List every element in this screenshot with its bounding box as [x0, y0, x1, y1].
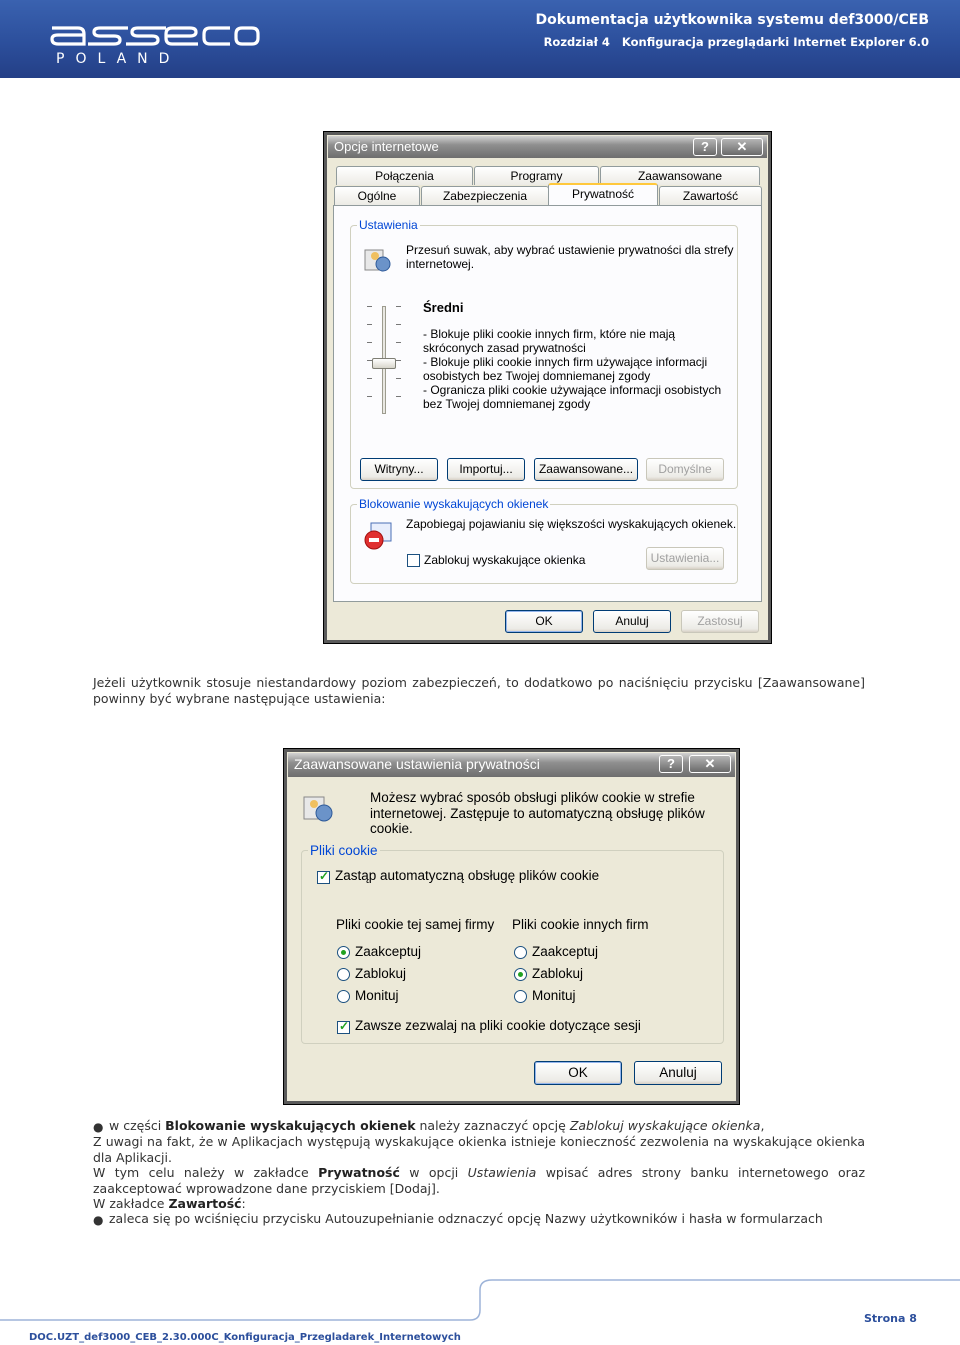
page-number: Strona 8 [864, 1312, 917, 1325]
advanced-privacy-dialog [283, 748, 740, 1105]
popup-blocker-icon [363, 521, 393, 551]
tab-programs[interactable]: Programy [474, 166, 599, 185]
dialog-title: Zaawansowane ustawienia prywatności [294, 756, 540, 772]
third-party-header: Pliki cookie innych firm [512, 917, 649, 932]
third-party-prompt-label: Monituj [532, 988, 576, 1003]
autocomplete-instruction: zaleca się po wciśnięciu przycisku Autouzupełnianie odznaczyć opcję Nazwy użytkowników i hasła w formularzach [109, 1211, 823, 1226]
close-icon[interactable]: ✕ [721, 138, 763, 156]
cancel-button[interactable]: Anuluj [593, 610, 671, 633]
tab-connections[interactable]: Połączenia [336, 166, 473, 185]
cookies-group-label: Pliki cookie [310, 843, 378, 858]
sites-button[interactable]: Witryny... [360, 458, 438, 481]
cookies-group [301, 843, 724, 1044]
title-bar[interactable] [288, 753, 735, 777]
popup-settings-button[interactable]: Ustawienia... [646, 547, 724, 570]
settings-group-label: Ustawienia [359, 218, 418, 232]
intro-paragraph: Jeżeli użytkownik stosuje niestandardowy poziom zabezpieczeń, to dodatkowo po naciśnięciu przycisku [Zaawansowane] powinny być wybrane następujące ustawienia: [93, 675, 865, 706]
logo-subtitle: POLAND [56, 51, 181, 67]
privacy-level-description: - Blokuje pliki cookie innych firm, które nie mają skróconych zasad prywatności - Blokuje pliki cookie innych firm używające informacji osobistych bez Twojej domniemanej zgody - Ogranicza pliki cookie używające informacji osobistych bez Twojej domniemanej zgody [423, 327, 722, 411]
slider-instruction: Przesuń suwak, aby wybrać ustawienie prywatności dla strefy internetowej. [406, 243, 734, 271]
block-popups-label: Zablokuj wyskakujące okienka [424, 553, 586, 567]
first-party-accept-label: Zaakceptuj [355, 944, 422, 959]
tab-privacy[interactable]: Prywatność [548, 183, 658, 205]
tab-security[interactable]: Zabezpieczenia [421, 186, 549, 205]
popup-note: Z uwagi na fakt, że w Aplikacjach występują wyskakujące okienka istnieje konieczność zezwolenia na wyskakujące okienka dla Aplikacji. [93, 1134, 865, 1165]
tab-advanced[interactable]: Zaawansowane [600, 166, 760, 185]
popup-group-label: Blokowanie wyskakujących okienek [359, 497, 549, 511]
default-button[interactable]: Domyślne [646, 458, 724, 481]
override-cookies-label: Zastąp automatyczną obsługę plików cookie [335, 868, 600, 883]
privacy-level-slider[interactable] [367, 306, 401, 416]
dialog-intro: Możesz wybrać sposób obsługi plików cookie w strefie internetowej. Zastępuje to automatyczną obsługę plików cookie. [370, 790, 705, 836]
footer-line [0, 1276, 960, 1326]
internet-options-dialog [323, 131, 772, 644]
first-party-block-radio[interactable] [337, 968, 350, 981]
tab-content[interactable]: Zawartość [659, 186, 762, 205]
document-title: Dokumentacja użytkownika systemu def3000/CEB [535, 12, 929, 28]
slider-ticks-left [367, 306, 372, 414]
tab-general[interactable]: Ogólne [334, 186, 420, 205]
session-cookies-label: Zawsze zezwalaj na pliki cookie dotyczące sesji [355, 1018, 641, 1033]
third-party-block-radio[interactable] [514, 968, 527, 981]
help-icon[interactable]: ? [693, 138, 717, 156]
privacy-icon [363, 246, 393, 274]
import-button[interactable]: Importuj... [447, 458, 525, 481]
first-party-header: Pliki cookie tej samej firmy [336, 917, 495, 932]
privacy-panel [333, 205, 762, 602]
close-icon[interactable]: ✕ [689, 755, 731, 773]
settings-group [350, 218, 738, 489]
privacy-level-name: Średni [423, 300, 464, 315]
privacy-settings-instruction: W tym celu należy w zakładce Prywatność w opcji Ustawienia wpisać adres strony banku internetowego oraz zaakceptować wprowadzone dane przyciskiem [Dodaj]. [93, 1165, 866, 1196]
session-cookies-checkbox[interactable] [337, 1021, 350, 1034]
popup-blocker-group [350, 497, 738, 584]
first-party-prompt-label: Monituj [355, 988, 399, 1003]
first-party-accept-radio[interactable] [337, 946, 350, 959]
slider-ticks-right [396, 306, 401, 414]
third-party-prompt-radio[interactable] [514, 990, 527, 1003]
apply-button[interactable]: Zastosuj [681, 610, 759, 633]
page-header [0, 0, 960, 78]
ok-button[interactable]: OK [534, 1061, 622, 1085]
block-popups-checkbox[interactable] [407, 554, 420, 567]
bullet-marker: ● [93, 1213, 104, 1227]
slider-thumb[interactable] [372, 358, 396, 369]
content-tab-heading: W zakładce Zawartość: [93, 1196, 246, 1211]
popup-description: Zapobiegaj pojawianiu się większości wyskakujących okienek. [406, 517, 737, 531]
third-party-accept-radio[interactable] [514, 946, 527, 959]
cancel-button[interactable]: Anuluj [634, 1061, 722, 1085]
document-id: DOC.UZT_def3000_CEB_2.30.000C_Konfiguracja_Przegladarek_Internetowych [29, 1332, 461, 1343]
help-icon[interactable]: ? [659, 755, 683, 773]
ok-button[interactable]: OK [505, 610, 583, 633]
override-cookies-checkbox[interactable] [317, 871, 330, 884]
chapter-title: Rozdział 4 Konfiguracja przeglądarki Internet Explorer 6.0 [543, 35, 929, 49]
title-bar[interactable] [328, 136, 767, 158]
first-party-prompt-radio[interactable] [337, 990, 350, 1003]
popup-instruction: w części Blokowanie wyskakujących okienek należy zaznaczyć opcję Zablokuj wyskakujące okienka, [109, 1118, 765, 1133]
bullet-marker: ● [93, 1120, 104, 1134]
third-party-accept-label: Zaakceptuj [532, 944, 599, 959]
first-party-block-label: Zablokuj [355, 966, 407, 981]
third-party-block-label: Zablokuj [532, 966, 584, 981]
privacy-icon [302, 793, 336, 825]
dialog-title: Opcje internetowe [334, 139, 439, 154]
advanced-button[interactable]: Zaawansowane... [534, 458, 638, 481]
